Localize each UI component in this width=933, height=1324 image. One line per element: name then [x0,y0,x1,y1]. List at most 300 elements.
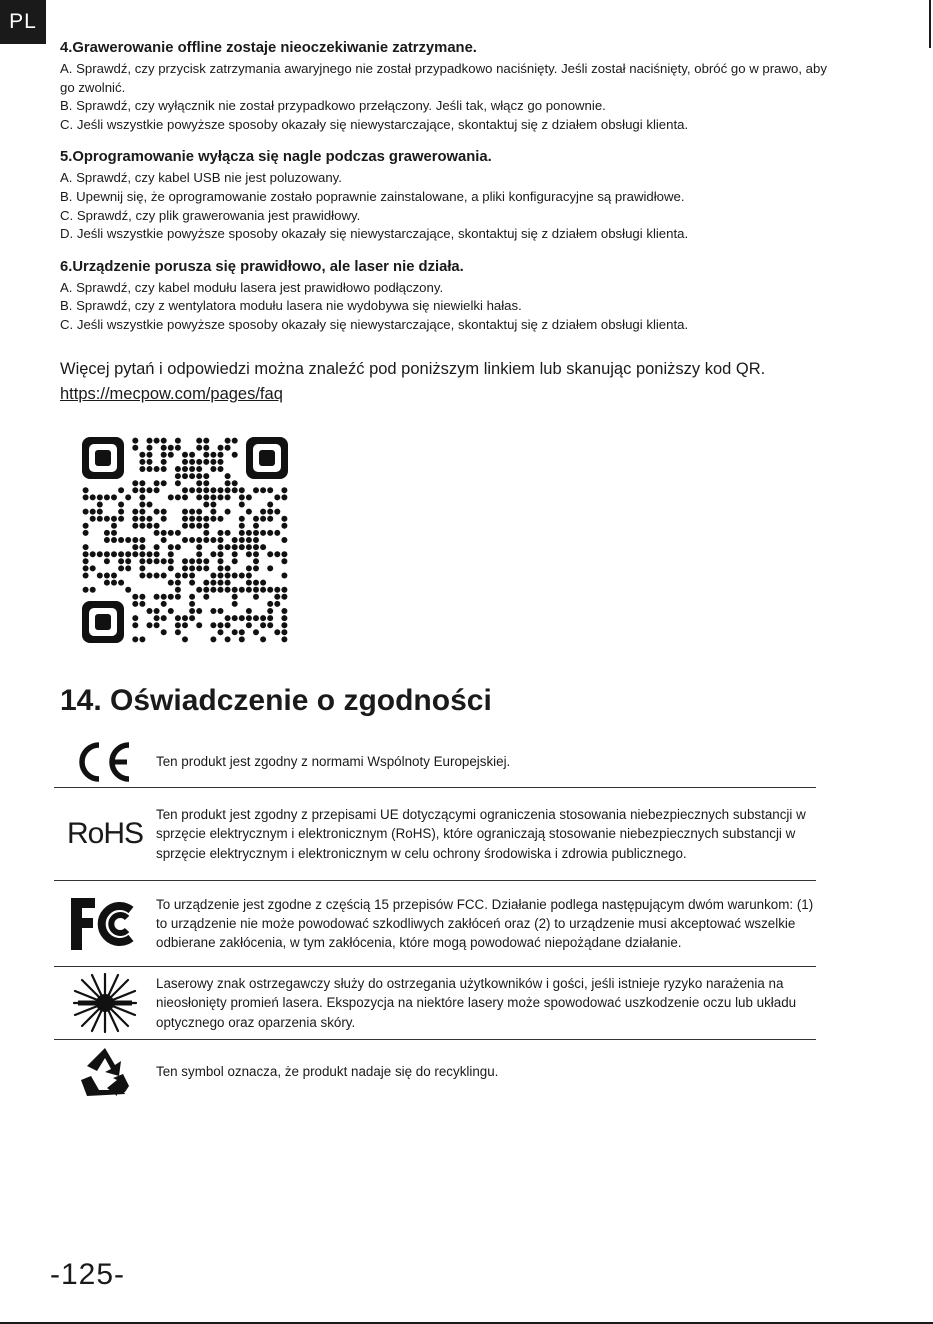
qr-module [147,438,153,444]
qr-module [196,459,202,465]
qr-module [196,494,202,500]
qr-module [97,551,103,557]
qr-module [154,480,160,486]
qr-module [182,459,188,465]
qr-module [253,558,259,564]
qr-module [196,516,202,522]
qr-module [168,551,174,557]
qr-module [239,615,245,621]
qr-module [125,587,131,593]
qr-module [225,509,231,515]
qr-module [139,480,145,486]
qr-module [232,629,238,635]
qr-module [111,573,117,579]
qr-module [281,587,287,593]
qr-module [154,594,160,600]
conformity-table [54,736,816,1104]
qr-module [118,502,124,508]
qr-module [104,573,110,579]
qr-module [139,544,145,550]
qr-module [253,594,259,600]
qr-module [139,466,145,472]
qr-module [139,601,145,607]
qr-module [281,636,287,642]
qr-module [210,537,216,543]
qr-module [139,573,145,579]
qr-module [218,459,224,465]
qr-module [154,551,160,557]
qr-module [118,537,124,543]
qr-module [246,551,252,557]
qr-module [225,573,231,579]
qr-module [239,530,245,536]
qr-module [83,509,89,515]
qr-module [189,516,195,522]
qr-module [274,494,280,500]
qr-module [139,558,145,564]
qr-module [253,580,259,586]
qr-module [161,452,167,458]
qr-module [281,537,287,543]
qr-module [189,565,195,571]
qr-module [203,480,209,486]
qr-module [239,629,245,635]
recycle-icon [54,1046,156,1098]
qr-module [189,537,195,543]
qr-module [97,573,103,579]
qr-module [139,487,145,493]
qr-module [281,615,287,621]
qr-module [111,537,117,543]
qr-module [203,565,209,571]
qr-module [182,473,188,479]
qr-module [239,487,245,493]
qr-module [267,601,273,607]
qr-module [196,587,202,593]
qr-module [175,615,181,621]
qr-module [189,509,195,515]
qr-module [225,480,231,486]
qr-module [274,530,280,536]
qr-module [218,551,224,557]
qr-module [225,473,231,479]
faq-heading: 4.Grawerowanie offline zostaje nieoczekiwanie zatrzymane. [60,40,477,56]
qr-module [132,615,138,621]
qr-module [253,537,259,543]
qr-module [182,565,188,571]
qr-module [274,601,280,607]
qr-module [196,487,202,493]
qr-module [218,587,224,593]
qr-module [210,636,216,642]
qr-module [253,565,259,571]
qr-module [253,516,259,522]
qr-module [83,573,89,579]
qr-module [147,516,153,522]
qr-module [147,551,153,557]
qr-module [132,480,138,486]
qr-module [90,565,96,571]
qr-module [218,565,224,571]
qr-module [175,587,181,593]
qr-module [267,516,273,522]
qr-module [147,502,153,508]
qr-module [104,530,110,536]
qr-module [281,516,287,522]
faq-item: C. Jeśli wszystkie powyższe sposoby okazały się niewystarczające, skontaktuj się z działem obsługi klienta. [60,116,689,132]
qr-module [83,587,89,593]
qr-module [210,487,216,493]
qr-module [210,502,216,508]
qr-module [274,551,280,557]
qr-module [175,480,181,486]
qr-module [189,459,195,465]
qr-module [218,544,224,550]
conformity-title: 14. Oświadczenie o zgodności [60,684,492,717]
qr-module [132,551,138,557]
qr-module [210,580,216,586]
qr-module [168,608,174,614]
qr-module [161,466,167,472]
qr-module [161,509,167,515]
qr-module [90,516,96,522]
more-info [60,357,765,407]
faq-heading: 5.Oprogramowanie wyłącza się nagle podczas grawerowania. [60,149,492,166]
qr-module [196,608,202,614]
qr-module [161,537,167,543]
qr-module [210,459,216,465]
qr-module [139,494,145,500]
faq-section-6 [60,257,830,335]
qr-module [203,473,209,479]
qr-module [267,565,273,571]
qr-module [246,580,252,586]
qr-module [260,487,266,493]
qr-module [182,494,188,500]
faq-link[interactable]: https://mecpow.com/pages/faq [60,385,283,403]
qr-module [182,537,188,543]
qr-module [267,608,273,614]
qr-module [260,622,266,628]
qr-module [210,551,216,557]
qr-module [182,573,188,579]
qr-module [203,530,209,536]
qr-module [104,494,110,500]
qr-module [90,509,96,515]
qr-module [168,558,174,564]
qr-module [225,494,231,500]
qr-module [239,573,245,579]
qr-module [281,622,287,628]
qr-module [111,494,117,500]
qr-module [175,580,181,586]
qr-module [210,608,216,614]
qr-module [189,452,195,458]
qr-module [260,615,266,621]
qr-module [218,530,224,536]
qr-module [161,615,167,621]
qr-module [189,473,195,479]
qr-module [281,551,287,557]
qr-module [161,445,167,451]
qr-module [139,594,145,600]
qr-module [154,466,160,472]
qr-module [267,622,273,628]
faq-item: A. Sprawdź, czy przycisk zatrzymania awaryjnego nie został przypadkowo naciśnięty. Jeśli został naciśnięty, obróć go w prawo, aby go zwolnić. [60,61,827,95]
qr-module [281,629,287,635]
qr-module [232,452,238,458]
qr-module [147,452,153,458]
qr-module [154,523,160,529]
qr-module [125,537,131,543]
qr-module [104,580,110,586]
qr-module [246,544,252,550]
qr-module [118,565,124,571]
qr-module [139,516,145,522]
qr-module [189,558,195,564]
qr-module [196,544,202,550]
qr-module [182,636,188,642]
qr-module [196,445,202,451]
qr-module [196,466,202,472]
qr-module [189,601,195,607]
qr-module [210,587,216,593]
qr-module [239,523,245,529]
qr-module [260,516,266,522]
qr-module [218,487,224,493]
qr-module [83,494,89,500]
qr-module [203,459,209,465]
qr-module [139,502,145,508]
faq-item: B. Sprawdź, czy z wentylatora modułu lasera nie wydobywa się niewielki hałas. [60,298,522,314]
qr-module [267,587,273,593]
qr-module [139,537,145,543]
qr-module [189,487,195,493]
qr-module [281,487,287,493]
qr-module [161,594,167,600]
qr-module [253,523,259,529]
qr-module [196,558,202,564]
qr-module [210,494,216,500]
faq-item: C. Jeśli wszystkie powyższe sposoby okazały się niewystarczające, skontaktuj się z działem obsługi klienta. [60,316,689,332]
qr-module [132,509,138,515]
qr-module [253,615,259,621]
qr-module [147,523,153,529]
qr-module [225,587,231,593]
page-number: -125- [50,1258,126,1291]
qr-module [203,594,209,600]
qr-module [253,544,259,550]
qr-module [139,459,145,465]
qr-module [225,636,231,642]
qr-code-icon[interactable] [80,435,290,645]
qr-module [154,544,160,550]
qr-module [139,565,145,571]
qr-module [132,445,138,451]
qr-module [154,438,160,444]
qr-module [239,494,245,500]
qr-module [281,594,287,600]
qr-module [168,580,174,586]
qr-module [239,502,245,508]
qr-module [239,516,245,522]
qr-module [161,558,167,564]
qr-module [281,608,287,614]
qr-module [218,558,224,564]
conformity-row-laser [54,967,816,1040]
qr-module [225,565,231,571]
qr-module [147,445,153,451]
qr-module [161,530,167,536]
faq-item: C. Sprawdź, czy plik grawerowania jest prawidłowy. [60,207,361,223]
qr-module [189,466,195,472]
qr-module [132,544,138,550]
conformity-row-rohs [54,788,816,881]
qr-module [246,608,252,614]
qr-module [225,622,231,628]
qr-module [210,466,216,472]
qr-module [182,452,188,458]
qr-module [260,530,266,536]
qr-module [132,487,138,493]
qr-module [161,601,167,607]
qr-module [175,573,181,579]
qr-module [132,537,138,543]
qr-module [260,636,266,642]
qr-module [203,537,209,543]
language-tab: PL [0,0,46,44]
qr-module [246,587,252,593]
qr-module [225,544,231,550]
qr-module [232,587,238,593]
qr-module [225,530,231,536]
qr-module [175,622,181,628]
qr-module [182,615,188,621]
qr-module [147,573,153,579]
qr-module [125,551,131,557]
qr-module [154,608,160,614]
qr-module [90,494,96,500]
qr-module [118,516,124,522]
rohs-icon [54,817,156,851]
qr-module [147,558,153,564]
qr-module [154,622,160,628]
qr-module [154,615,160,621]
qr-module [239,587,245,593]
qr-module [203,516,209,522]
conformity-row-recycle [54,1040,816,1104]
qr-module [274,629,280,635]
qr-module [97,502,103,508]
faq-item: A. Sprawdź, czy kabel USB nie jest poluzowany. [60,170,342,186]
qr-module [203,502,209,508]
qr-module [196,473,202,479]
qr-module [239,544,245,550]
qr-module [246,530,252,536]
qr-module [139,636,145,642]
qr-module [196,622,202,628]
qr-module [189,615,195,621]
faq-item: B. Sprawdź, czy wyłącznik nie został przypadkowo przełączony. Jeśli tak, włącz go ponownie. [60,98,606,114]
qr-module [125,558,131,564]
qr-module [232,551,238,557]
conformity-text: To urządzenie jest zgodne z częścią 15 przepisów FCC. Działanie podlega następującym dwóm warunkom: (1) to urządzenie nie może powodować szkodliwych zakłóceń oraz (2) to urządzenie musi akceptować wszelkie odbierane zakłócenia, w tym zakłócenia, które mogą powodować niepożądane działanie. [156,896,814,951]
qr-module [182,622,188,628]
qr-module [203,587,209,593]
qr-module [161,573,167,579]
qr-module [147,487,153,493]
qr-module [232,480,238,486]
qr-module [203,445,209,451]
faq-heading: 6.Urządzenie porusza się prawidłowo, ale laser nie działa. [60,258,464,275]
qr-module [104,516,110,522]
qr-module [175,466,181,472]
more-info-text: Więcej pytań i odpowiedzi można znaleźć pod poniższym linkiem lub skanując poniższy kod QR. [60,360,766,378]
qr-module [175,544,181,550]
qr-module [147,466,153,472]
ce-mark-icon [54,740,156,784]
qr-module [111,523,117,529]
qr-module [239,636,245,642]
qr-module [83,544,89,550]
qr-module [175,530,181,536]
qr-module [218,608,224,614]
qr-module [125,494,131,500]
faq-section-5 [60,147,830,243]
qr-module [83,523,89,529]
qr-module [154,530,160,536]
qr-module [182,466,188,472]
qr-module [189,523,195,529]
qr-module [218,537,224,543]
qr-module [210,509,216,515]
qr-module [111,530,117,536]
qr-module [83,530,89,536]
qr-module [168,594,174,600]
faq-item: B. Upewnij się, że oprogramowanie zostało poprawnie zainstalowane, a pliki konfiguracyjne są prawidłowe. [60,188,685,204]
qr-module [210,622,216,628]
qr-module [203,452,209,458]
qr-module [225,438,231,444]
qr-module [132,516,138,522]
qr-module [182,516,188,522]
conformity-text: Ten produkt jest zgodny z normami Wspólnoty Europejskiej. [156,753,511,769]
qr-module [246,615,252,621]
qr-module [267,615,273,621]
qr-module [267,502,273,508]
qr-module [218,494,224,500]
qr-module [232,487,238,493]
conformity-text: Laserowy znak ostrzegawczy służy do ostrzegania użytkowników i gości, jeśli istnieje ryzyko narażenia na nieosłonięty promień lasera. Ekspozycja na niektóre lasery może spowodować uszkodzenie oczu lub układu optycznego oraz oparzenia skóry. [156,976,797,1030]
qr-module [139,452,145,458]
qr-module [168,544,174,550]
conformity-row-ce [54,736,816,788]
qr-module [83,551,89,557]
qr-module [196,480,202,486]
qr-module [118,487,124,493]
qr-module [189,608,195,614]
qr-module [274,594,280,600]
qr-module [218,622,224,628]
qr-module [90,551,96,557]
qr-module [175,473,181,479]
qr-module [210,452,216,458]
qr-module [111,516,117,522]
qr-module [203,523,209,529]
qr-module [182,558,188,564]
qr-module [97,516,103,522]
qr-module [132,438,138,444]
